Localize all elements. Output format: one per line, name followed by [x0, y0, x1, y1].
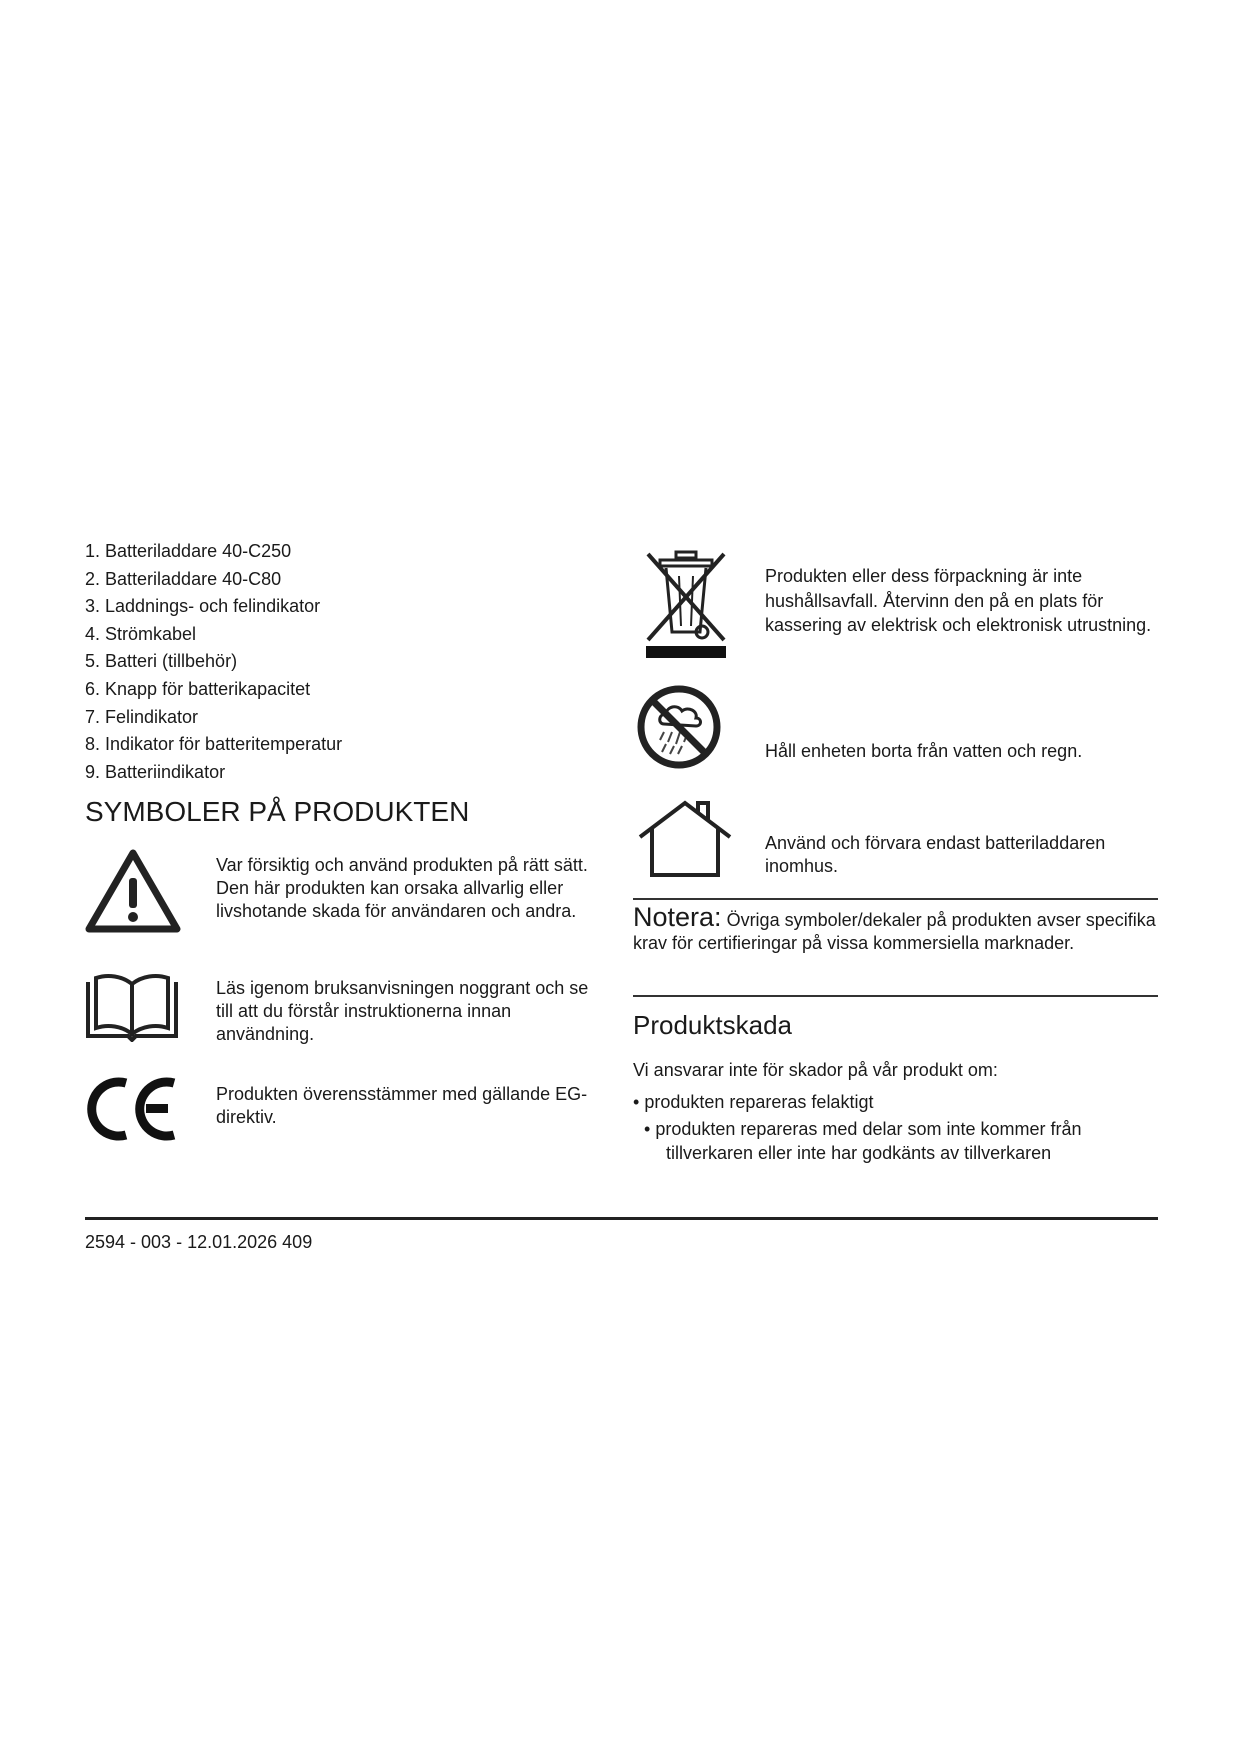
bullet-icon: •	[644, 1119, 651, 1139]
note-text: Övriga symboler/dekaler på produkten avser specifika krav för certifieringar på vissa kommersiella marknader.	[633, 910, 1156, 953]
warning-triangle-icon	[85, 848, 181, 934]
footer-divider	[85, 1217, 1158, 1220]
warning-symbol-text: Var försiktig och använd produkten på rätt sätt. Den här produkten kan orsaka allvarlig eller livshotande skada för användaren och andra.	[216, 855, 588, 921]
list-item: 9. Batteriindikator	[85, 761, 226, 782]
footer	[85, 1232, 312, 1253]
component-list	[85, 540, 605, 788]
symbols-heading: SYMBOLER PÅ PRODUKTEN	[85, 796, 470, 827]
divider	[633, 898, 1158, 900]
manual-symbol-text: Läs igenom bruksanvisningen noggrant och se till att du förstår instruktionerna innan användning.	[216, 978, 589, 1044]
list-item: 2. Batteriladdare 40-C80	[85, 568, 282, 589]
damage-intro: Vi ansvarar inte för skador på vår produkt om:	[633, 1060, 998, 1080]
rain-symbol-text: Håll enheten borta från vatten och regn.	[765, 741, 1083, 761]
note-block	[633, 902, 1158, 955]
list-item: 1. Batteriladdare 40-C250	[85, 541, 292, 561]
indoor-symbol-text: Använd och förvara endast batteriladdaren inomhus.	[765, 833, 1106, 876]
list-item: 5. Batteri (tillbehör)	[85, 651, 238, 672]
list-item: 3. Laddnings- och felindikator	[85, 596, 321, 617]
manual-book-icon	[84, 972, 180, 1042]
ce-symbol-text: Produkten överensstämmer med gällande EG-direktiv.	[216, 1084, 588, 1127]
list-item: • produkten repareras felaktigt	[633, 1092, 874, 1112]
doc-reference: 2594 - 003 - 12.01.2026	[85, 1232, 278, 1252]
no-rain-icon	[636, 684, 722, 770]
list-item: 8. Indikator för batteritemperatur	[85, 734, 343, 755]
list-item: 6. Knapp för batterikapacitet	[85, 678, 311, 699]
note-label: Notera:	[633, 902, 722, 932]
recycling-symbol-text: Produkten eller dess förpackning är inte hushållsavfall. Återvinn den på en plats för kassering av elektrisk och elektronisk utrustning.	[765, 566, 1152, 635]
ce-mark-icon	[82, 1075, 182, 1143]
house-icon	[636, 797, 734, 879]
list-item: 4. Strömkabel	[85, 623, 197, 644]
divider	[633, 995, 1158, 997]
list-item: • produkten repareras med delar som inte kommer från tillverkaren eller inte har godkänts av tillverkaren	[644, 1119, 1082, 1163]
bullet-icon: •	[633, 1092, 640, 1112]
page-number: 409	[282, 1232, 313, 1252]
crossed-bin-icon	[642, 548, 730, 660]
list-item: 7. Felindikator	[85, 706, 199, 727]
damage-heading: Produktskada	[633, 1010, 792, 1040]
